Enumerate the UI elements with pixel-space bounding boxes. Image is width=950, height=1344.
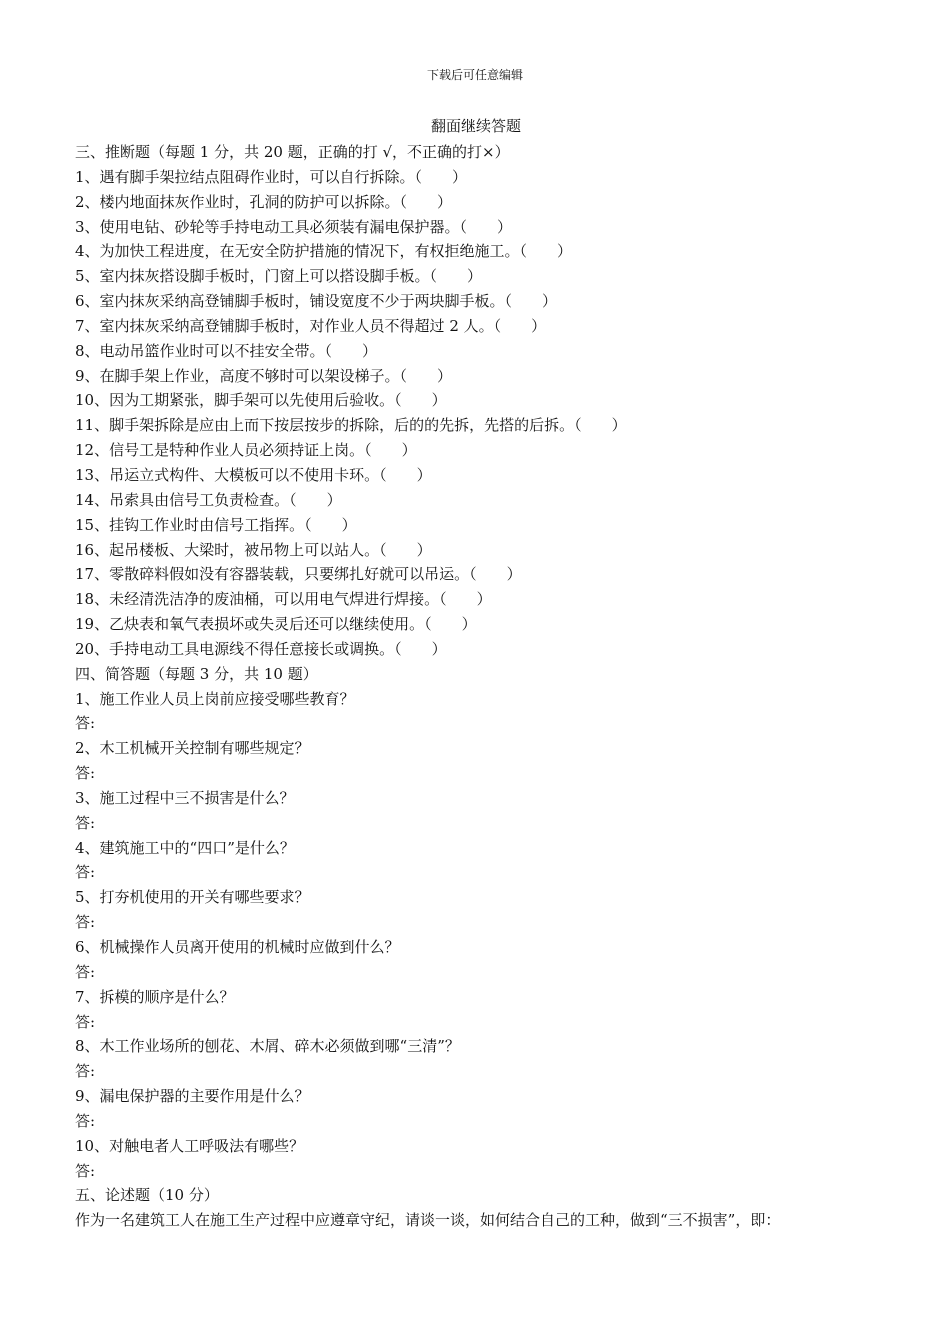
- section-title-short-answer: 四、简答题（每题 3 分，共 10 题）: [75, 664, 318, 683]
- judgement-item: 16、起吊楼板、大梁时，被吊物上可以站人。（ ）: [75, 540, 432, 559]
- judgement-list: [75, 165, 895, 662]
- header-note: 下载后可任意编辑: [426, 68, 523, 82]
- short-answer-question: 2、木工机械开关控制有哪些规定？: [75, 739, 310, 758]
- judgement-item: 7、室内抹灰采纳高登铺脚手板时，对作业人员不得超过 2 人。（ ）: [75, 316, 547, 335]
- judgement-item: 18、未经清洗洁净的废油桶，可以用电气焊进行焊接。（ ）: [75, 590, 492, 609]
- judgement-item: 12、信号工是特种作业人员必须持证上岗。（ ）: [75, 441, 417, 460]
- answer-label: 答:: [75, 863, 96, 882]
- answer-label: 答:: [75, 1111, 96, 1130]
- answer-label: 答:: [75, 764, 96, 783]
- judgement-item: 8、电动吊篮作业时可以不挂安全带。（ ）: [75, 341, 378, 360]
- answer-label: 答:: [75, 1161, 96, 1180]
- judgement-item: 5、室内抹灰搭设脚手板时，门窗上可以搭设脚手板。（ ）: [75, 267, 483, 286]
- judgement-item: 17、零散碎料假如没有容器装载，只要绑扎好就可以吊运。（ ）: [75, 565, 522, 584]
- judgement-item: 1、遇有脚手架拉结点阻碍作业时，可以自行拆除。（ ）: [75, 167, 468, 186]
- section-title-essay: 五、论述题（10 分）: [75, 1186, 219, 1205]
- turn-page-note-text: 翻面继续答题: [430, 117, 521, 135]
- judgement-item: 4、为加快工程进度，在无安全防护措施的情况下，有权拒绝施工。（ ）: [75, 242, 573, 261]
- judgement-item: 14、吊索具由信号工负责检查。（ ）: [75, 490, 342, 509]
- judgement-item: 20、手持电动工具电源线不得任意接长或调换。（ ）: [75, 639, 447, 658]
- short-answer-question: 9、漏电保护器的主要作用是什么？: [75, 1087, 310, 1106]
- answer-label: 答:: [75, 1012, 96, 1031]
- short-answer-question: 1、施工作业人员上岗前应接受哪些教育？: [75, 689, 355, 708]
- turn-page-note: [0, 116, 950, 136]
- short-answer-question: 6、机械操作人员离开使用的机械时应做到什么？: [75, 938, 400, 956]
- short-answer-question: 7、拆模的顺序是什么？: [75, 987, 235, 1006]
- short-answer-list: [75, 687, 895, 1184]
- answer-label: 答:: [75, 913, 96, 932]
- judgement-item: 13、吊运立式构件、大模板可以不使用卡环。（ ）: [75, 465, 432, 484]
- judgement-item: 19、乙炔表和氧气表损坏或失灵后还可以继续使用。（ ）: [75, 615, 477, 634]
- answer-label: 答:: [75, 813, 96, 832]
- judgement-item: 3、使用电钻、砂轮等手持电动工具必须装有漏电保护器。（ ）: [75, 217, 513, 236]
- short-answer-question: 4、建筑施工中的“四口”是什么？: [75, 838, 295, 857]
- document-body: [75, 140, 895, 1233]
- section-title-judgement: 三、推断题（每题 1 分，共 20 题，正确的打 √，不正确的打×）: [75, 143, 510, 161]
- judgement-item: 9、在脚手架上作业，高度不够时可以架设梯子。（ ）: [75, 366, 453, 385]
- short-answer-question: 10、对触电者人工呼吸法有哪些？: [75, 1136, 305, 1155]
- short-answer-question: 5、打夯机使用的开关有哪些要求？: [75, 888, 310, 907]
- judgement-item: 10、因为工期紧张，脚手架可以先使用后验收。（ ）: [75, 391, 447, 410]
- short-answer-question: 3、施工过程中三不损害是什么？: [75, 788, 295, 807]
- judgement-item: 2、楼内地面抹灰作业时，孔洞的防护可以拆除。（ ）: [75, 192, 453, 211]
- judgement-item: 6、室内抹灰采纳高登铺脚手板时，铺设宽度不少于两块脚手板。（ ）: [75, 292, 558, 311]
- answer-label: 答:: [75, 962, 96, 981]
- essay-prompt: 作为一名建筑工人在施工生产过程中应遵章守纪，请谈一谈，如何结合自己的工种，做到“三不损害”，即：: [75, 1211, 781, 1230]
- answer-label: 答:: [75, 1062, 96, 1081]
- judgement-item: 15、挂钩工作业时由信号工指挥。（ ）: [75, 515, 357, 534]
- judgement-item: 11、脚手架拆除是应由上而下按层按步的拆除，后的的先拆，先搭的后拆。（ ）: [75, 416, 627, 435]
- answer-label: 答:: [75, 714, 96, 733]
- short-answer-question: 8、木工作业场所的刨花、木屑、碎木必须做到哪“三清”？: [75, 1037, 460, 1056]
